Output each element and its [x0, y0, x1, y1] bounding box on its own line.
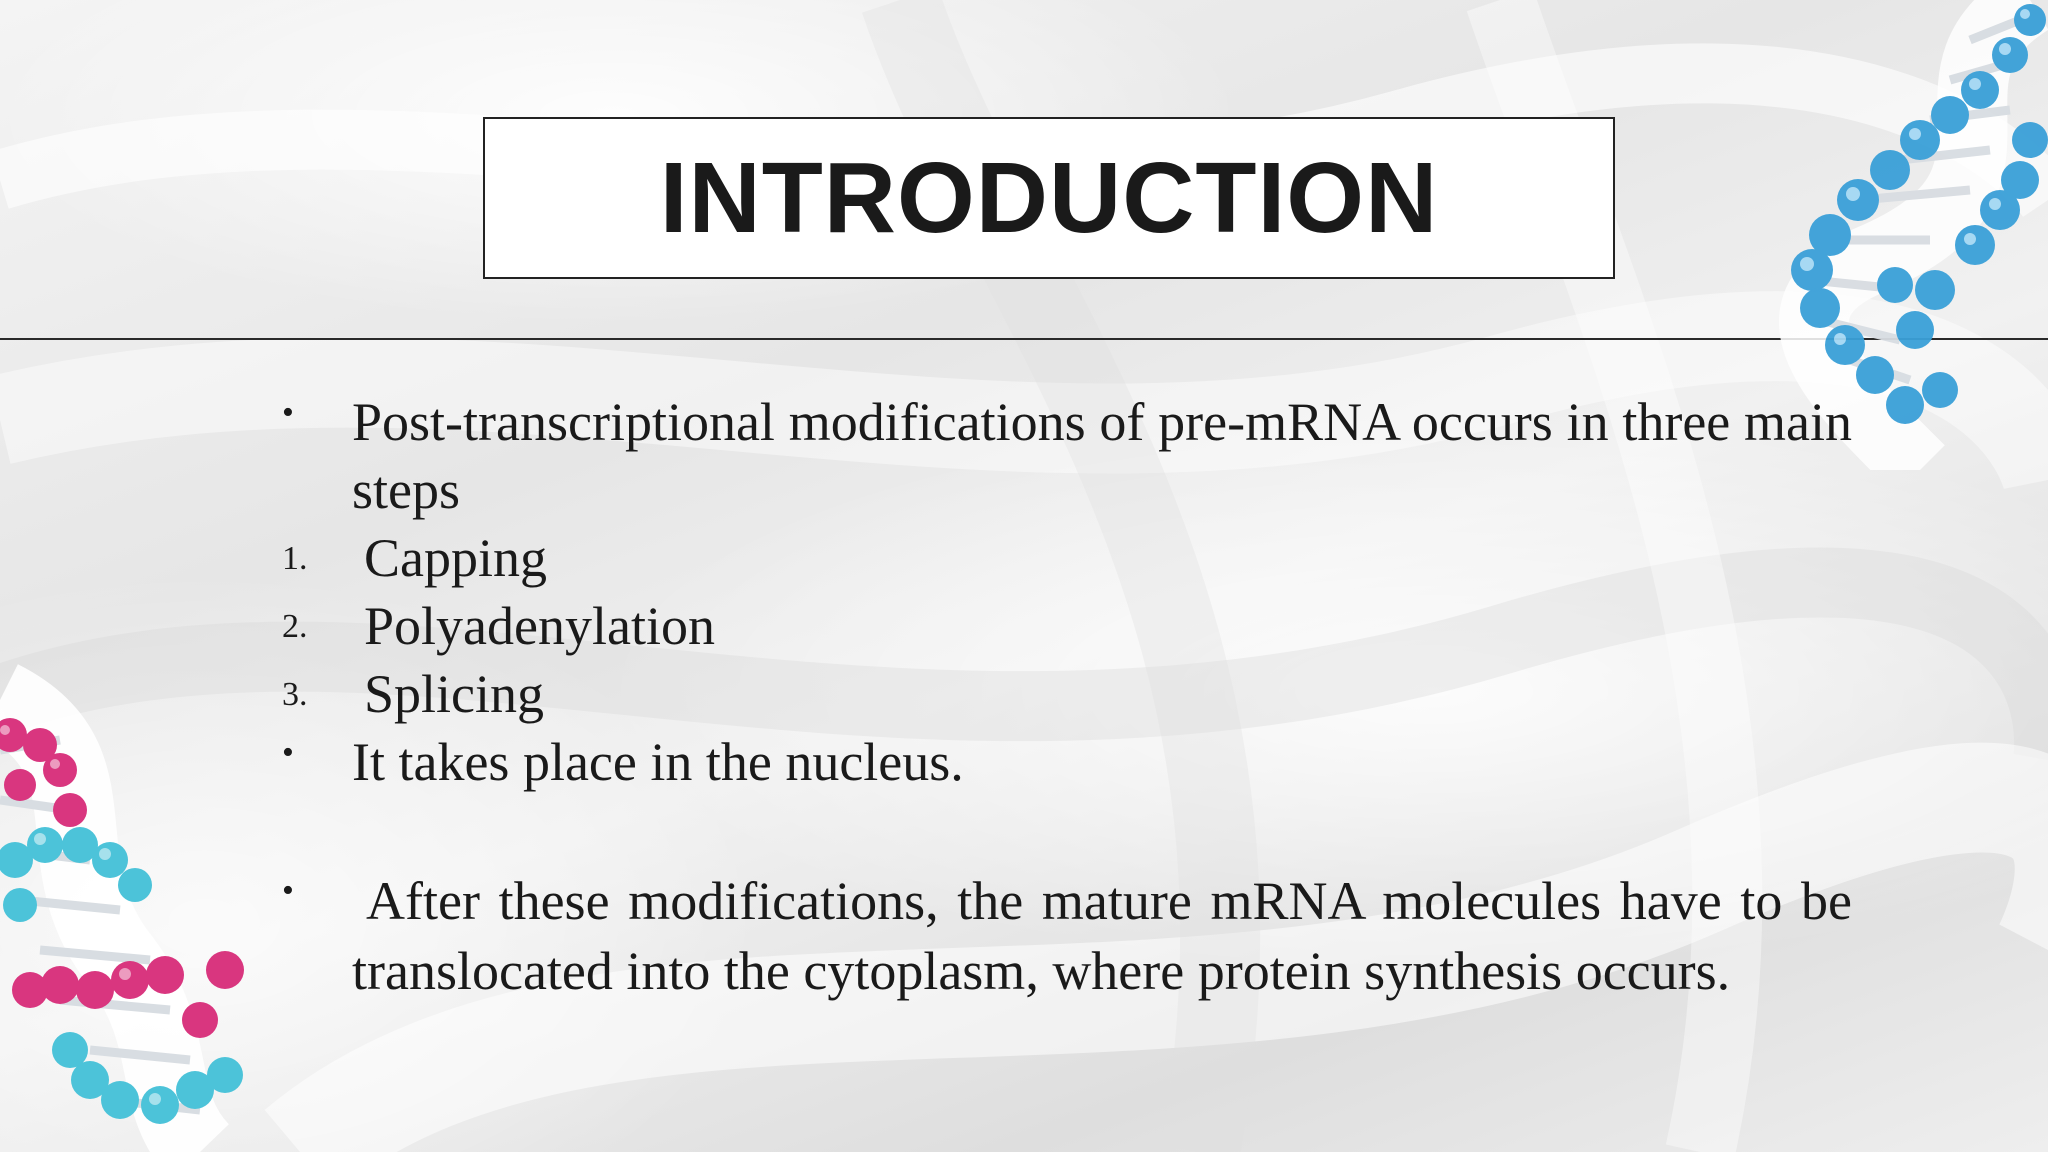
numbered-item: [282, 660, 1852, 728]
numbered-item: [282, 592, 1852, 660]
step-label: Polyadenylation: [364, 596, 715, 656]
step-number: 3.: [282, 676, 308, 713]
bullet-text: After these modifications, the mature mRNA molecules have to be translocated into the cytoplasm, where protein synthesis occurs.: [352, 871, 1852, 1001]
bullet-text: It takes place in the nucleus.: [352, 732, 964, 792]
bullet-marker: •: [282, 872, 294, 909]
step-number: 1.: [282, 540, 308, 577]
step-label: Splicing: [364, 664, 545, 724]
step-number: 2.: [282, 608, 308, 645]
list-item: [282, 866, 1852, 1096]
bullet-marker: •: [282, 734, 294, 771]
bullet-text: Post-transcriptional modifications of pre-mRNA occurs in three main steps: [352, 392, 1852, 520]
step-label: Capping: [364, 528, 547, 588]
list-item: [282, 728, 1852, 796]
numbered-item: [282, 524, 1852, 592]
bullet-marker: •: [282, 394, 294, 431]
list-item: [282, 388, 1852, 524]
page-title: INTRODUCTION: [659, 142, 1439, 254]
